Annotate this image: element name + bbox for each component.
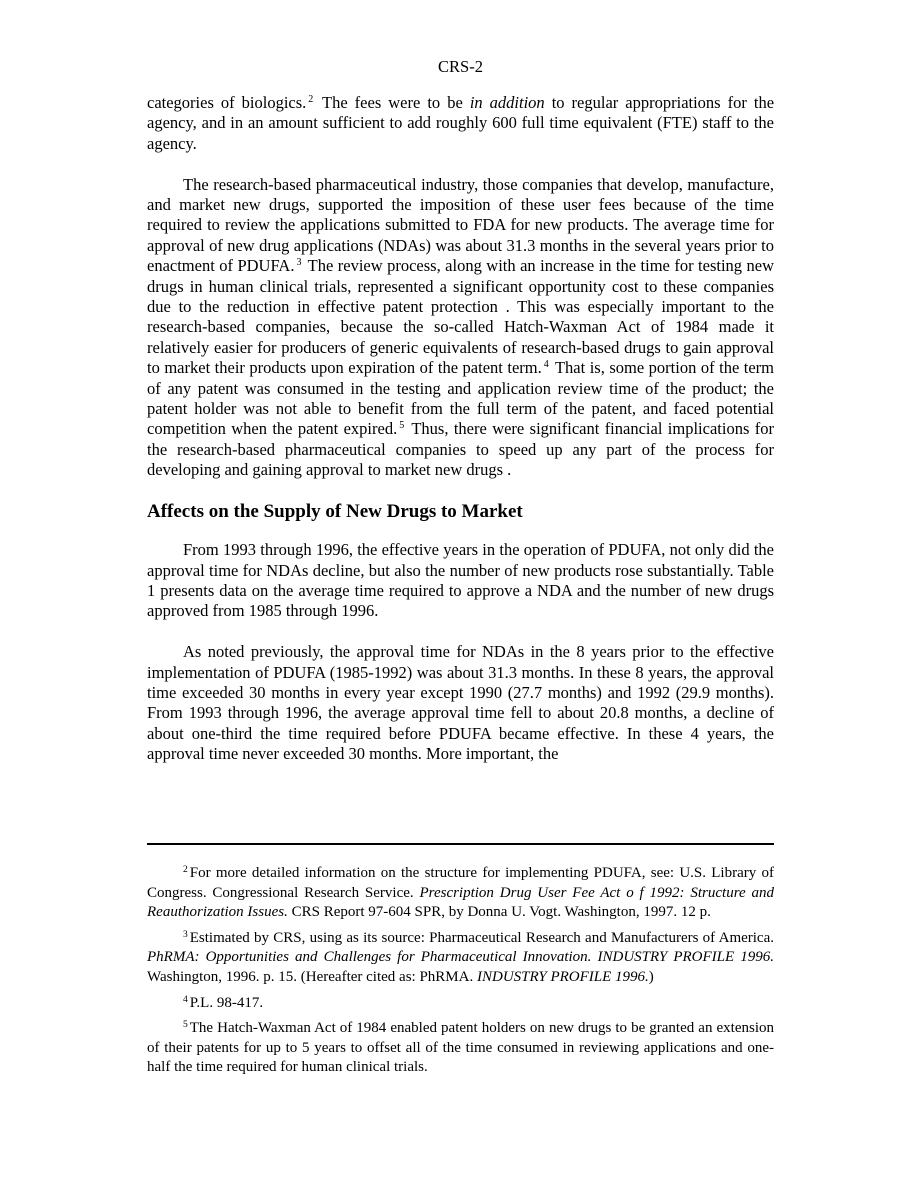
footnote-4: $^4$ P.L. 98-417. (183, 994, 264, 1011)
footnote-ref-2: 2 (308, 94, 314, 105)
footnote-ref-3: 3 (296, 257, 302, 269)
footnote-2: $^2$ For more detailed information on the structure for implementing PDUFA, see: U.S. Library of Congress. Congressional Research Service. Prescription Drug User Fee Act o f 1992: Structure and Reauthorization Issues. CRS Report 97-604 SPR, by Donna U. Vogt. Washington, 1997. 12 p. (147, 865, 775, 921)
footnotes (147, 864, 774, 1084)
paragraph-1: categories of biologics. $^2$ The fees were to be in addition to regular appropriations for the agency, and in an amount sufficient to add roughly 600 full time equivalent (FTE) staff to the agency. (147, 93, 775, 153)
paragraph-3: From 1993 through 1996, the effective years in the operation of PDUFA, not only did the approval time for NDAs decline, but also the number of new products rose substantially. Table 1 presents data on the average time required to approve a NDA and the number of new drugs approved from 1985 through 1996. (147, 540, 774, 621)
footnote-divider (147, 843, 774, 845)
emphasis-text: in addition (469, 93, 545, 112)
footnote-3: $^3$ Estimated by CRS, using as its source: Pharmaceutical Research and Manufacturers of America. PhRMA: Opportunities and Challenges for Pharmaceutical Innovation. INDUSTRY PROFILE 1996. Washington, 1996. p. 15. (Hereafter cited as: PhRMA. INDUSTRY PROFILE 1996.) (147, 929, 774, 985)
page-header (147, 57, 774, 77)
section-heading: Affects on the Supply of New Drugs to Market (147, 501, 523, 523)
footnote-ref-4: 4 (543, 359, 549, 371)
page-number: CRS-2 (438, 57, 483, 76)
footnote-5: $^5$ The Hatch-Waxman Act of 1984 enabled patent holders on new drugs to be granted an extension of their patents for up to 5 years to offset all of the time consumed in reviewing applications and one-half the time required for human clinical trials. (147, 1020, 774, 1076)
footnote-ref-5: 5 (399, 420, 405, 432)
paragraph-4: As noted previously, the approval time for NDAs in the 8 years prior to the effective implementation of PDUFA (1985-1992) was about 31.3 months. In these 8 years, the approval time exceeded 30 months in every year except 1990 (27.7 months) and 1992 (29.9 months). From 1993 through 1996, the average approval time fell to about 20.8 months, a decline of about one-third the time required before PDUFA became effective. In these 4 years, the approval time never exceeded 30 months. More important, the (147, 642, 774, 764)
body-text (147, 93, 774, 785)
paragraph-2: The research-based pharmaceutical industry, those companies that develop, manufacture, and market new drugs, supported the imposition of these user fees because of the time required to review the applications submitted to FDA for new products. The average time for approval of new drug applications (NDAs) was about 31.3 months in the several years prior to enactment of PDUFA. $^3$ The review process, along with an increase in the time for testing new drugs in human clinical trials, represented a significant opportunity cost to these companies due to the reduction in effective patent protection . This was especially important to the research-based companies, because the so-called Hatch-Waxman Act of 1984 made it relatively easier for producers of generic equivalents of research-based drugs to gain approval to market their products upon expiration of the patent term. $^4$ That is, some portion of the term of any patent was consumed in the testing and application review time of the product; the patent holder was not able to benefit from the full term of the patent, and faced potential competition when the patent expired. $^5$ Thus, there were significant financial implications for the research-based pharmaceutical companies to speed up any part of the process for developing and gaining approval to market new drugs . (147, 174, 775, 480)
